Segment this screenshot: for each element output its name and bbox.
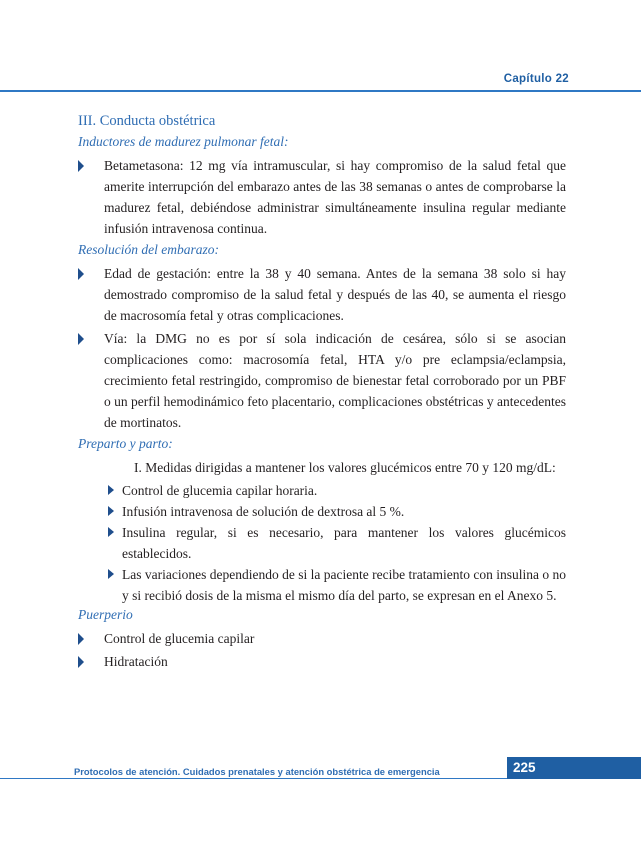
list-item-text: Insulina regular, si es necesario, para mantener los valores glucémicos establecidos. xyxy=(122,525,566,561)
list-item xyxy=(78,564,566,606)
list-item-text: Infusión intravenosa de solución de dextrosa al 5 %. xyxy=(122,504,405,519)
list-item xyxy=(78,651,566,672)
subheading-preparto: Preparto y parto: xyxy=(78,436,173,451)
bullet-icon xyxy=(108,485,114,495)
header-divider xyxy=(0,90,641,92)
bullet-icon xyxy=(108,506,114,516)
subheading-resolucion: Resolución del embarazo: xyxy=(78,242,219,257)
list-item xyxy=(78,480,566,501)
bullet-icon xyxy=(108,569,114,579)
list-item-text: Betametasona: 12 mg vía intramuscular, si hay compromiso de la salud fetal que amerite interrupción del embarazo antes de las 38 semanas o antes de comprobarse la madurez fetal, debiéndose administrar simultáneamente insulina regular mediante infusión intravenosa continua. xyxy=(104,158,566,236)
subheading-puerperio: Puerperio xyxy=(78,607,133,622)
bullet-icon xyxy=(108,527,114,537)
numbered-item: I. Medidas dirigidas a mantener los valores glucémicos entre 70 y 120 mg/dL: xyxy=(134,460,556,475)
page-content xyxy=(78,112,566,674)
bullet-icon xyxy=(78,656,84,668)
list-item xyxy=(78,522,566,564)
list-item-text: Edad de gestación: entre la 38 y 40 semana. Antes de la semana 38 solo si hay demostrado compromiso de la salud fetal y después de las 40, se aumenta el riesgo de macrosomía fetal y otras complicaciones. xyxy=(104,266,566,323)
list-item-text: Vía: la DMG no es por sí sola indicación de cesárea, sólo si se asocian complicaciones como: macrosomía fetal, HTA y/o pre eclampsia/eclampsia, crecimiento fetal restringido, compromiso de bienestar fetal corroborado por un PBF o un perfil hemodinámico feto placentario, complicaciones obstétricas y antecedentes de mortinatos. xyxy=(104,331,566,430)
bullet-icon xyxy=(78,333,84,345)
list-item xyxy=(78,328,566,433)
subheading-inductores: Inductores de madurez pulmonar fetal: xyxy=(78,134,289,149)
list-item xyxy=(78,155,566,239)
list-item-text: Hidratación xyxy=(104,654,168,669)
page-number: 225 xyxy=(513,760,536,775)
list-item-text: Control de glucemia capilar xyxy=(104,631,255,646)
list-item xyxy=(78,263,566,326)
bullet-icon xyxy=(78,268,84,280)
list-item-text: Las variaciones dependiendo de si la paciente recibe tratamiento con insulina o no y si recibió dosis de la misma el mismo día del parto, se expresan en el Anexo 5. xyxy=(122,567,566,603)
section-title: III. Conducta obstétrica xyxy=(78,113,216,129)
list-item-text: Control de glucemia capilar horaria. xyxy=(122,483,318,498)
footer-title: Protocolos de atención. Cuidados prenatales y atención obstétrica de emergencia xyxy=(74,766,440,777)
list-item xyxy=(78,628,566,649)
chapter-label: Capítulo 22 xyxy=(503,73,569,85)
list-item xyxy=(78,501,566,522)
bullet-icon xyxy=(78,160,84,172)
bullet-icon xyxy=(78,633,84,645)
footer-divider xyxy=(0,778,507,779)
